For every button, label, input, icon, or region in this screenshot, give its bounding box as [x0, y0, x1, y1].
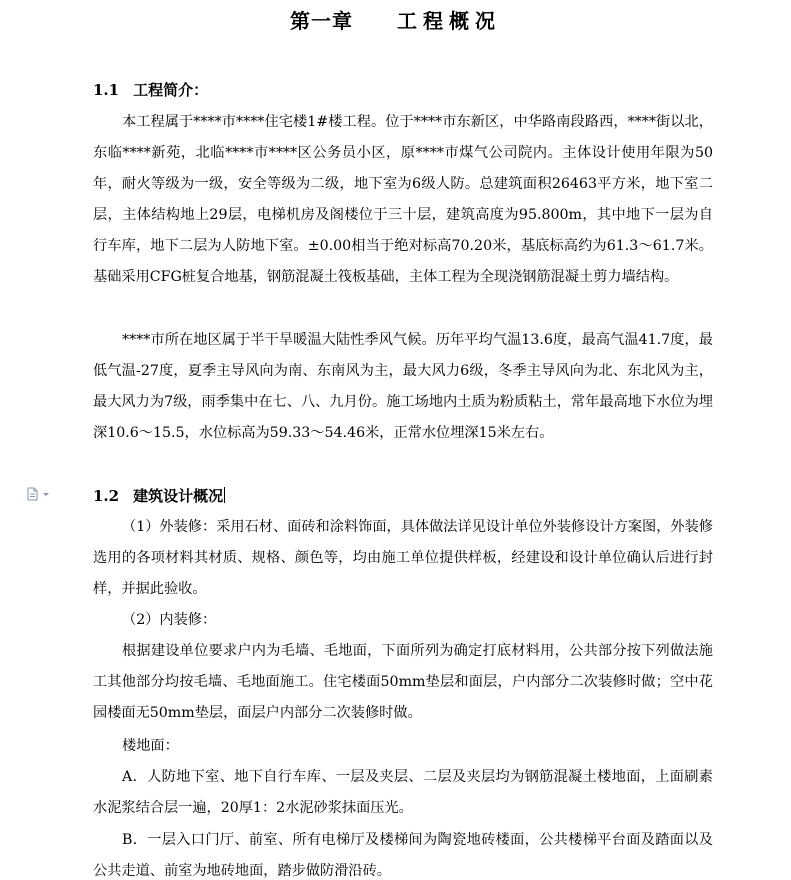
section-number: 1.1 [93, 81, 120, 99]
chapter-number: 第一章 [290, 9, 353, 33]
paragraph-interior-label: （2）内装修： [122, 612, 217, 628]
section-heading-1-2 [93, 486, 225, 506]
paragraph-project-intro: 本工程属于****市****住宅楼1#楼工程。位于****市东新区，中华路南段路西，****街以北，东临****新苑，北临****市****区公务员小区，原****市煤气公司院内。主体设计使用年限为50年，耐火等级为一级，安全等级为二级，地下室为6级人防。总建筑面积26463平方米，地下室二层，主体结构地上29层，电梯机房及阁楼位于三十层，建筑高度为95.800m，其中地下一层为自行车库，地下二层为人防地下室。±0.00相当于绝对标高70.20米，基底标高约为61.3～61.7米。基础采用CFG桩复合地基，钢筋混凝土筏板基础，主体工程为全现浇钢筋混凝土剪力墙结构。 [93, 114, 713, 285]
section-heading-1-1 [93, 80, 208, 100]
paragraph-climate: ****市所在地区属于半干旱暖温大陆性季风气候。历年平均气温13.6度，最高气温41.7度，最低气温-27度，夏季主导风向为南、东南风为主，最大风力6级，冬季主导风向为北、东北风为主，最大风力为7级，雨季集中在七、八、九月份。施工场地内土质为粉质粘土，常年最高地下水位为埋深10.6～15.5，水位标高为59.33～54.46米，正常水位埋深15米左右。 [93, 332, 713, 441]
paragraph-interior-finish: 根据建设单位要求户内为毛墙、毛地面，下面所列为确定打底材料用，公共部分按下列做法施工其他部分均按毛墙、毛地面施工。住宅楼面50mm垫层和面层，户内部分二次装修时做；空中花园楼面无50mm垫层，面层户内部分二次装修时做。 [93, 643, 713, 721]
paragraph-floor-label: 楼地面： [122, 738, 179, 754]
section-title: 建筑设计概况 [133, 487, 224, 505]
paragraph-exterior-finish: （1）外装修：采用石材、面砖和涂料饰面，具体做法详见设计单位外装修设计方案图，外装修选用的各项材料其材质、规格、颜色等，均由施工单位提供样板，经建设和设计单位确认后进行封样，并据此验收。 [93, 519, 713, 597]
chapter-title [0, 6, 791, 36]
chapter-name: 工程概况 [397, 9, 501, 33]
document-icon[interactable] [26, 487, 54, 501]
text-cursor [224, 487, 225, 503]
paragraph-floor-item-b: B．一层入口门厅、前室、所有电梯厅及楼梯间为陶瓷地砖楼面，公共楼梯平台面及踏面以及公共走道、前室为地砖地面，踏步做防滑沿砖。 [93, 832, 713, 879]
paragraph-floor-item-a: A．人防地下室、地下自行车库、一层及夹层、二层及夹层均为钢筋混凝土楼地面，上面刷素水泥浆结合层一遍，20厚1：2水泥砂浆抹面压光。 [93, 769, 713, 816]
section-title: 工程简介： [133, 81, 209, 99]
section-number: 1.2 [93, 487, 120, 505]
